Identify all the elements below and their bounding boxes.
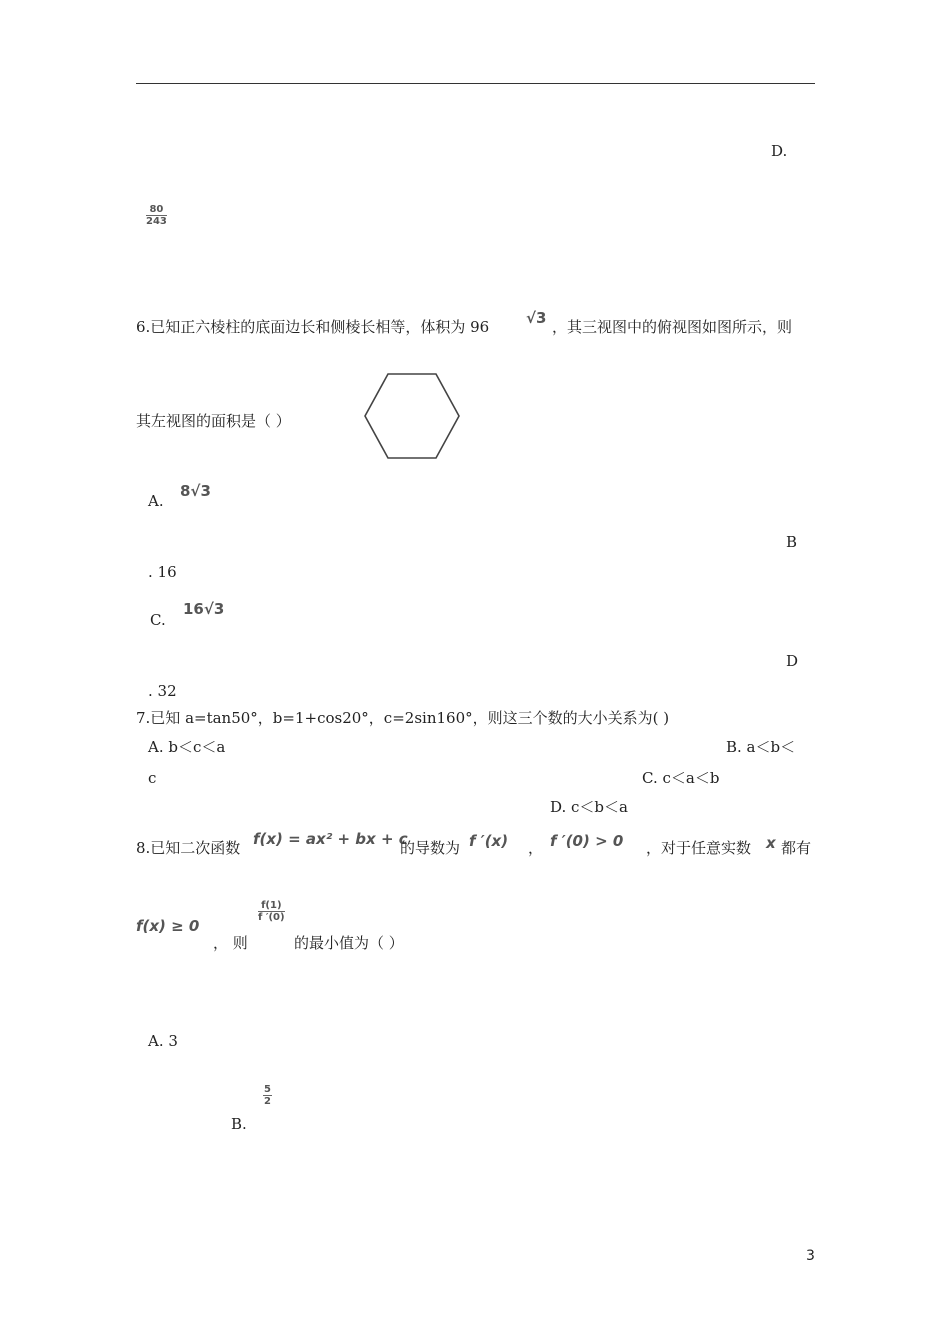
q8-condition-nonnegative: f(x) ≥ 0 [136, 917, 200, 935]
q7-stem: 7.已知 a=tan50°，b=1+cos20°，c=2sin160°，则这三个数的大小关系为( ) [136, 709, 670, 727]
page-number: 3 [806, 1248, 815, 1264]
q6-stem-line2: 其左视图的面积是（ ） [136, 412, 291, 430]
q8-stem-tail: 的最小值为（ ） [294, 934, 404, 952]
q8-fprime-x: f ′(x) [469, 832, 509, 850]
q8-fprime-condition: f ′(0) > 0 [550, 832, 624, 850]
q6-option-c-value: 16√3 [183, 600, 225, 618]
q8-option-a: A. 3 [148, 1032, 178, 1050]
q8-option-b-label: B. [231, 1115, 247, 1133]
q6-option-b-value: . 16 [148, 563, 177, 581]
q8-then: ， 则 [213, 934, 248, 952]
q8-option-b-fraction [263, 1084, 272, 1107]
q8-stem-mid1: 的导数为 [400, 839, 461, 857]
q6-option-d-value: . 32 [148, 682, 177, 700]
q8-stem-end: 都有 [781, 839, 812, 857]
q7-option-b: B. a＜b＜ [726, 738, 796, 756]
q8-fx-expression: f(x) = ax² + bx + c [253, 830, 408, 848]
q6-option-b-label: B [786, 533, 798, 551]
q8-option-b-numerator: 5 [264, 1084, 271, 1095]
q6-stem-part1: 6.已知正六棱柱的底面边长和侧棱长相等，体积为 96 [136, 318, 490, 336]
q5-fraction-denominator: 243 [146, 216, 167, 227]
q6-stem-radical: √3 [526, 309, 547, 327]
q5-option-d-label: D. [771, 142, 788, 160]
q8-comma1: ， [528, 839, 544, 857]
q8-stem-prefix: 8.已知二次函数 [136, 839, 241, 857]
header-rule [136, 83, 815, 84]
q8-ratio-numerator: f(1) [258, 900, 285, 912]
q8-var-x: x [766, 834, 776, 852]
q6-option-a-value: 8√3 [180, 482, 211, 500]
q6-option-d-label: D [786, 652, 799, 670]
q8-ratio-denominator: f ′(0) [258, 912, 285, 923]
q8-option-b-denominator: 2 [264, 1096, 271, 1107]
q7-option-c: C. c＜a＜b [642, 769, 720, 787]
hexagon-outline [365, 374, 459, 458]
q5-fraction-numerator: 80 [146, 204, 167, 216]
q7-option-a: A. b＜c＜a [148, 738, 226, 756]
q8-ratio-fraction [258, 900, 285, 923]
q6-option-a-label: A. [148, 492, 164, 510]
q7-option-d: D. c＜b＜a [550, 798, 628, 816]
q8-stem-mid2: ，对于任意实数 [646, 839, 752, 857]
hexagon-top-view-figure [362, 371, 462, 461]
q5-option-d-fraction [146, 204, 167, 227]
q6-option-c-label: C. [150, 611, 166, 629]
q7-option-b-continued: c [148, 769, 157, 787]
q6-stem-part2: ，其三视图中的俯视图如图所示，则 [552, 318, 793, 336]
